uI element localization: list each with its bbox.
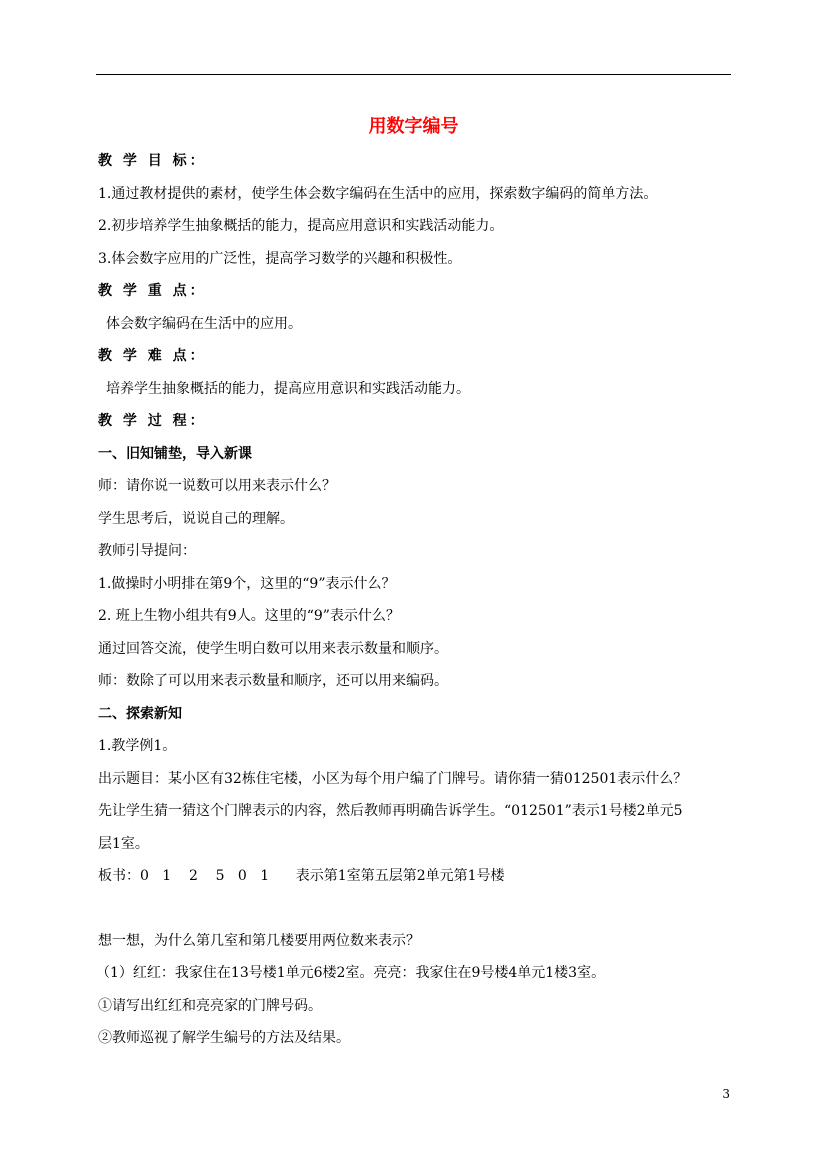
paragraph: 1.做操时小明排在第9个，这里的“9”表示什么？ bbox=[98, 576, 396, 592]
section-heading-objectives: 教 学 目 标： bbox=[98, 153, 207, 169]
difficulty-text: 培养学生抽象概括的能力，提高应用意识和实践活动能力。 bbox=[106, 381, 470, 397]
subsection-heading-intro: 一、旧知铺垫，导入新课 bbox=[98, 446, 252, 462]
paragraph: 层1室。 bbox=[98, 836, 149, 852]
section-heading-key-points: 教 学 重 点： bbox=[98, 283, 207, 299]
paragraph: 学生思考后，说说自己的理解。 bbox=[98, 511, 294, 527]
subsection-heading-explore: 二、探索新知 bbox=[98, 706, 182, 722]
paragraph: 出示题目：某小区有32栋住宅楼，小区为每个用户编了门牌号。请你猜一猜012501表示什么？ bbox=[98, 771, 688, 787]
paragraph: 1.教学例1。 bbox=[98, 738, 177, 754]
paragraph: 通过回答交流，使学生明白数可以用来表示数量和顺序。 bbox=[98, 641, 448, 657]
paragraph: 教师引导提问： bbox=[98, 543, 196, 559]
paragraph: 先让学生猜一猜这个门牌表示的内容，然后教师再明确告诉学生。“012501”表示1号楼2单元5 bbox=[98, 803, 683, 819]
paragraph: ①请写出红红和亮亮家的门牌号码。 bbox=[98, 998, 322, 1014]
page-title: 用数字编号 bbox=[368, 116, 459, 137]
paragraph: ②教师巡视了解学生编号的方法及结果。 bbox=[98, 1030, 350, 1046]
objective-2: 2.初步培养学生抽象概括的能力，提高应用意识和实践活动能力。 bbox=[98, 218, 504, 234]
page-number: 3 bbox=[722, 1087, 730, 1101]
paragraph: （1）红红：我家住在13号楼1单元6楼2室。亮亮：我家住在9号楼4单元1楼3室。 bbox=[96, 965, 606, 981]
header-rule bbox=[96, 74, 731, 75]
section-heading-process: 教 学 过 程： bbox=[98, 413, 207, 429]
paragraph: 师：数除了可以用来表示数量和顺序，还可以用来编码。 bbox=[98, 673, 448, 689]
objective-1: 1.通过教材提供的素材，使学生体会数字编码在生活中的应用，探索数字编码的简单方法。 bbox=[98, 186, 658, 202]
paragraph: 2. 班上生物小组共有9人。这里的“9”表示什么？ bbox=[98, 608, 400, 624]
objective-3: 3.体会数字应用的广泛性，提高学习数学的兴趣和积极性。 bbox=[98, 251, 462, 267]
key-point-text: 体会数字编码在生活中的应用。 bbox=[106, 316, 302, 332]
paragraph: 想一想，为什么第几室和第几楼要用两位数来表示？ bbox=[98, 933, 420, 949]
section-heading-difficulties: 教 学 难 点： bbox=[98, 348, 207, 364]
board-writing: 板书：0 1 2 5 0 1 表示第1室第五层第2单元第1号楼 bbox=[98, 868, 505, 884]
paragraph: 师：请你说一说数可以用来表示什么？ bbox=[98, 478, 336, 494]
